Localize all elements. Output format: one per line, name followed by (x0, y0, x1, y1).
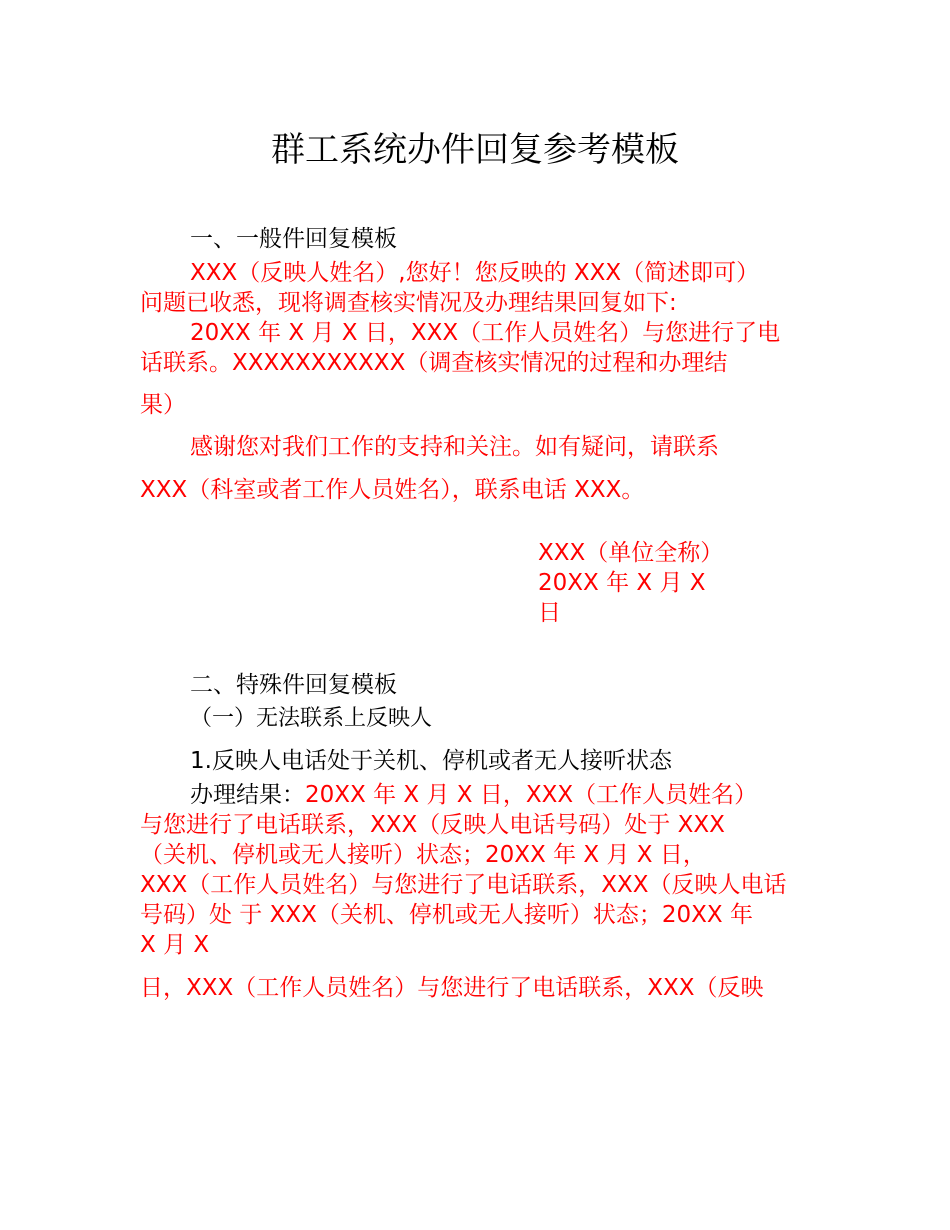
section2-heading: 二、特殊件回复模板 (190, 672, 397, 698)
result-line: XXX（工作人员姓名）与您进行了电话联系，XXX（反映人电话 (140, 872, 787, 898)
thanks-line-cont: XXX（科室或者工作人员姓名），联系电话 XXX。 (140, 477, 645, 503)
result-label: 办理结果： (190, 782, 305, 808)
result-line: 日，XXX（工作人员姓名）与您进行了电话联系，XXX（反映 (140, 975, 764, 1001)
greeting-line: XXX（反映人姓名）,您好！您反映的 XXX（简述即可） (190, 260, 760, 286)
contact-line-cont: 话联系。XXXXXXXXXXX（调查核实情况的过程和办理结 (140, 350, 728, 376)
result-line: 号码）处 于 XXX（关机、停机或无人接听）状态；20XX 年 (140, 902, 753, 928)
signature-date: 20XX 年 X 月 X (538, 570, 706, 596)
section2-subheading: （一）无法联系上反映人 (190, 706, 433, 731)
signature-org: XXX（单位全称） (538, 540, 724, 566)
thanks-line: 感谢您对我们工作的支持和关注。如有疑问，请联系 (190, 434, 719, 460)
result-line-first (190, 780, 757, 810)
section1-heading: 一、一般件回复模板 (190, 226, 397, 252)
result-line: （关机、停机或无人接听）状态；20XX 年 X 月 X 日， (140, 842, 706, 868)
result-line: X 月 X (140, 932, 210, 958)
greeting-line-cont: 问题已收悉，现将调查核实情况及办理结果回复如下: (140, 290, 677, 316)
contact-line: 20XX 年 X 月 X 日，XXX（工作人员姓名）与您进行了电 (190, 320, 781, 346)
result-first: 20XX 年 X 月 X 日，XXX（工作人员姓名） (305, 782, 758, 808)
result-line: 与您进行了电话联系，XXX（反映人电话号码）处于 XXX (140, 812, 725, 838)
signature-date-end: 日 (538, 600, 561, 626)
item1-title: 1.反映人电话处于关机、停机或者无人接听状态 (190, 748, 672, 774)
page-title: 群工系统办件回复参考模板 (271, 130, 679, 170)
contact-line-end: 果） (140, 392, 186, 418)
